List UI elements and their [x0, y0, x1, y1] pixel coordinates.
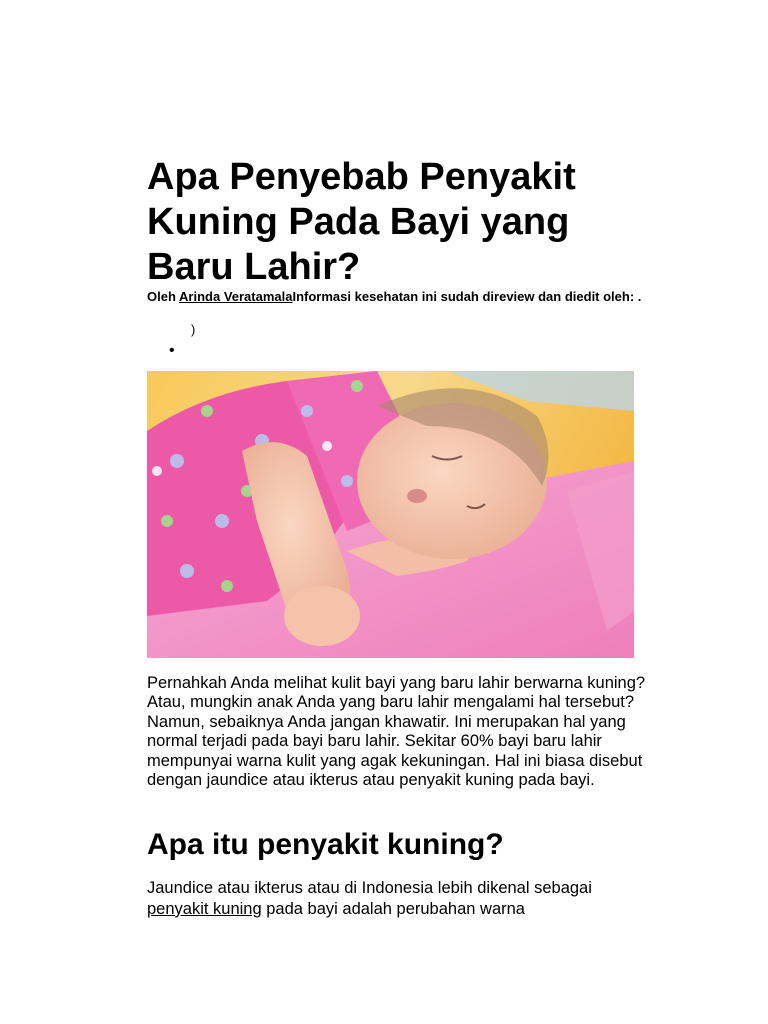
- bullet-glyph: •: [169, 342, 175, 359]
- byline-prefix: Oleh: [147, 289, 180, 304]
- article-photo: [147, 371, 634, 658]
- byline: [147, 289, 657, 304]
- review-note: Informasi kesehatan ini sudah direview dan diedit oleh: .: [292, 289, 642, 304]
- section-paragraph: [147, 878, 657, 920]
- penyakit-kuning-link[interactable]: penyakit kuning: [147, 900, 262, 918]
- section-text-after: pada bayi adalah perubahan warna: [261, 900, 525, 918]
- sleeping-baby-image: [147, 371, 634, 658]
- article-title: Apa Penyebab Penyakit Kuning Pada Bayi yang Baru Lahir?: [147, 156, 576, 288]
- section-text-before: Jaundice atau ikterus atau di Indonesia lebih dikenal sebagai: [147, 879, 592, 897]
- paren-glyph: ): [191, 322, 196, 337]
- author-link[interactable]: Arinda Veratamala: [179, 289, 293, 304]
- intro-paragraph: Pernahkah Anda melihat kulit bayi yang baru lahir berwarna kuning? Atau, mungkin anak Anda yang baru lahir mengalami hal tersebut? Namun, sebaiknya Anda jangan khawatir. Ini merupakan hal yang normal terjadi pada bayi baru lahir. Sekitar 60% bayi baru lahir mempunyai warna kulit yang agak kekuningan. Hal ini biasa disebut dengan jaundice atau ikterus atau penyakit kuning pada bayi.: [147, 674, 646, 790]
- section-heading: Apa itu penyakit kuning?: [147, 828, 504, 861]
